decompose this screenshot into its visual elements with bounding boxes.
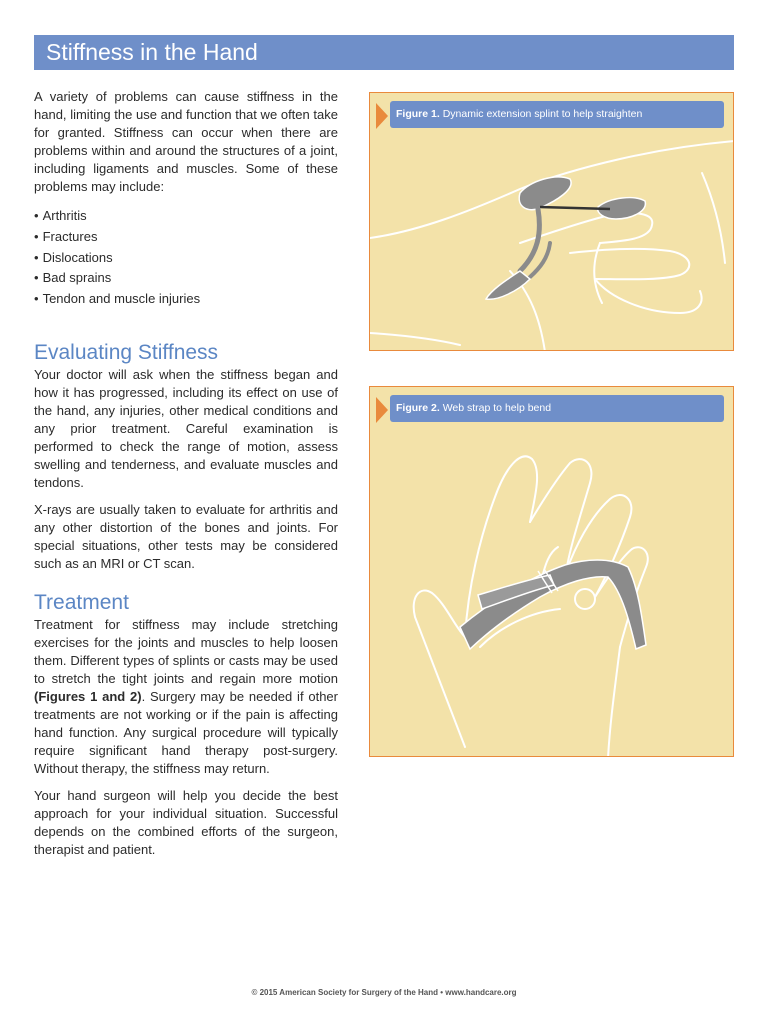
figure-reference: (Figures 1 and 2) [34, 688, 142, 704]
footer-copyright: © 2015 American Society for Surgery of the Hand • www.handcare.org [251, 988, 517, 997]
evaluating-paragraph-1: Your doctor will ask when the stiffness began and how it has progressed, including its effect on use of the hand, any injuries, other medical conditions and any prior treatment. Careful examination is performed to check the range of motion, assess swelling and tenderness, and evaluate muscles and tendons. [34, 366, 338, 490]
list-item: • Arthritis [34, 208, 87, 223]
web-strap-hand-illustration [370, 387, 734, 757]
list-item: • Tendon and muscle injuries [34, 291, 201, 307]
page-title: Stiffness in the Hand [34, 35, 734, 70]
list-item: • Bad sprains [34, 270, 112, 286]
problem-list [34, 206, 338, 310]
treatment-paragraph-2: Your hand surgeon will help you decide the best approach for your individual situation. Successful depends on the combined efforts of the surgeon, therapist and patient. [34, 787, 338, 857]
caption-arrow-icon [376, 397, 388, 423]
figure-2 [369, 386, 734, 757]
splint-hand-illustration [370, 93, 734, 351]
intro-paragraph: A variety of problems can cause stiffness in the hand, limiting the use and function that we often take for granted. Stiffness can occur when there are problems within and around the structures of a joint, including ligaments and muscles. Some of these problems may include: [34, 89, 338, 194]
treatment-heading: Treatment [34, 590, 129, 614]
figure-2-caption: Figure 2. Web strap to help bend [390, 395, 724, 422]
evaluating-heading: Evaluating Stiffness [34, 340, 219, 364]
list-item: • Dislocations [34, 249, 113, 265]
figure-1-caption: Figure 1. Dynamic extension splint to help straighten [390, 101, 724, 128]
figure-1 [369, 92, 734, 351]
treatment-paragraph-1: Treatment for stiffness may include stretching exercises for the joints and muscles to help loosen them. Different types of splints or casts may be used to stretch the tight joints and regain more motion (Figures 1 and 2). Surgery may be needed if other treatments are not working or if the pain is affecting hand function. Any surgical procedure will typically require significant hand therapy post-surgery. Without therapy, the stiffness may return. [34, 616, 338, 776]
list-item: • Fractures [34, 228, 98, 244]
main-text-column [34, 88, 338, 868]
evaluating-paragraph-2: X-rays are usually taken to evaluate for arthritis and any other distortion of the bones and joints. For special situations, other tests may be considered such as an MRI or CT scan. [34, 501, 338, 571]
caption-arrow-icon [376, 103, 388, 129]
